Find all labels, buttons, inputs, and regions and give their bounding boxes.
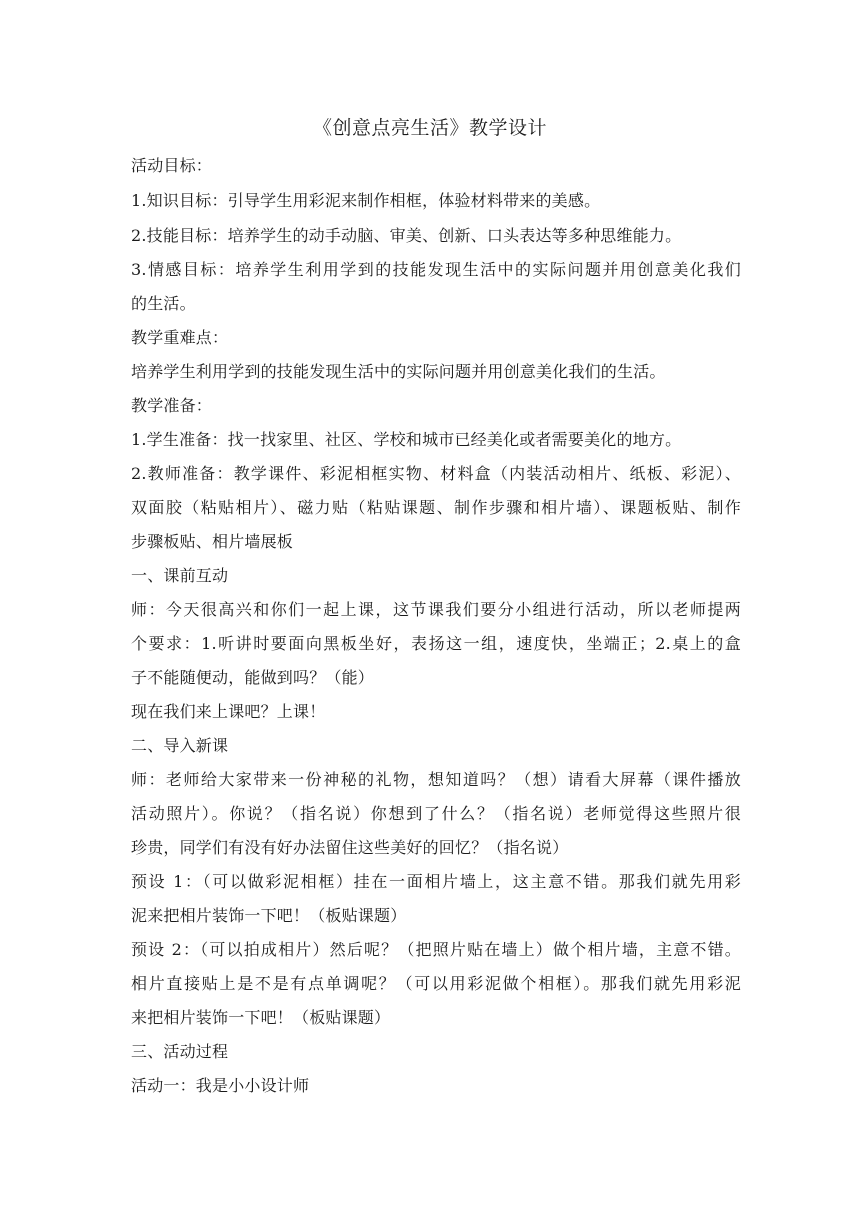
paragraph-line: 相片直接贴上是不是有点单调呢？（可以用彩泥做个相框）。那我们就先用彩泥 bbox=[131, 974, 741, 993]
paragraph-line: 珍贵，同学们有没有好办法留住这些美好的回忆？（指名说） bbox=[131, 838, 569, 857]
section-heading-preparation: 教学准备： bbox=[131, 396, 213, 415]
paragraph-line: 步骤板贴、相片墙展板 bbox=[131, 532, 294, 551]
paragraph-line: 泥来把相片装饰一下吧！（板贴课题） bbox=[131, 906, 407, 925]
paragraph-line: 3.情感目标：培养学生利用学到的技能发现生活中的实际问题并用创意美化我们 bbox=[131, 260, 741, 279]
paragraph-line: 师：老师给大家带来一份神秘的礼物，想知道吗？（想）请看大屏幕（课件播放 bbox=[131, 770, 741, 789]
paragraph-line: 个要求：1.听讲时要面向黑板坐好，表扬这一组，速度快，坐端正；2.桌上的盒 bbox=[131, 634, 741, 653]
paragraph-line: 2.技能目标：培养学生的动手动脑、审美、创新、口头表达等多种思维能力。 bbox=[131, 226, 682, 245]
section-heading-warmup: 一、课前互动 bbox=[131, 566, 229, 585]
section-heading-introduction: 二、导入新课 bbox=[131, 736, 229, 755]
section-heading-activity-process: 三、活动过程 bbox=[131, 1042, 229, 1061]
paragraph-line: 1.知识目标：引导学生用彩泥来制作相框，体验材料带来的美感。 bbox=[131, 191, 601, 210]
document-title: 《创意点亮生活》教学设计 bbox=[312, 117, 547, 139]
paragraph-line: 预设 2：（可以拍成相片）然后呢？（把照片贴在墙上）做个相片墙，主意不错。 bbox=[131, 940, 741, 959]
paragraph-line: 1.学生准备：找一找家里、社区、学校和城市已经美化或者需要美化的地方。 bbox=[131, 430, 682, 449]
paragraph-line: 培养学生利用学到的技能发现生活中的实际问题并用创意美化我们的生活。 bbox=[131, 362, 666, 381]
paragraph-line: 师：今天很高兴和你们一起上课，这节课我们要分小组进行活动，所以老师提两 bbox=[131, 600, 741, 619]
paragraph-line: 活动一：我是小小设计师 bbox=[131, 1076, 310, 1095]
paragraph-line: 子不能随便动，能做到吗？（能） bbox=[131, 668, 375, 687]
paragraph-line: 双面胶（粘贴相片）、磁力贴（粘贴课题、制作步骤和相片墙）、课题板贴、制作 bbox=[131, 498, 741, 517]
section-heading-key-points: 教学重难点： bbox=[131, 328, 229, 347]
paragraph-line: 2.教师准备：教学课件、彩泥相框实物、材料盒（内装活动相片、纸板、彩泥）、 bbox=[131, 464, 741, 483]
paragraph-line: 预设 1：（可以做彩泥相框）挂在一面相片墙上，这主意不错。那我们就先用彩 bbox=[131, 872, 741, 891]
paragraph-line: 来把相片装饰一下吧！（板贴课题） bbox=[131, 1008, 391, 1027]
paragraph-line: 活动照片）。你说？（指名说）你想到了什么？（指名说）老师觉得这些照片很 bbox=[131, 804, 741, 823]
section-heading-goals: 活动目标： bbox=[131, 156, 213, 175]
paragraph-line: 的生活。 bbox=[131, 294, 196, 313]
paragraph-line: 现在我们来上课吧？上课！ bbox=[131, 702, 326, 721]
